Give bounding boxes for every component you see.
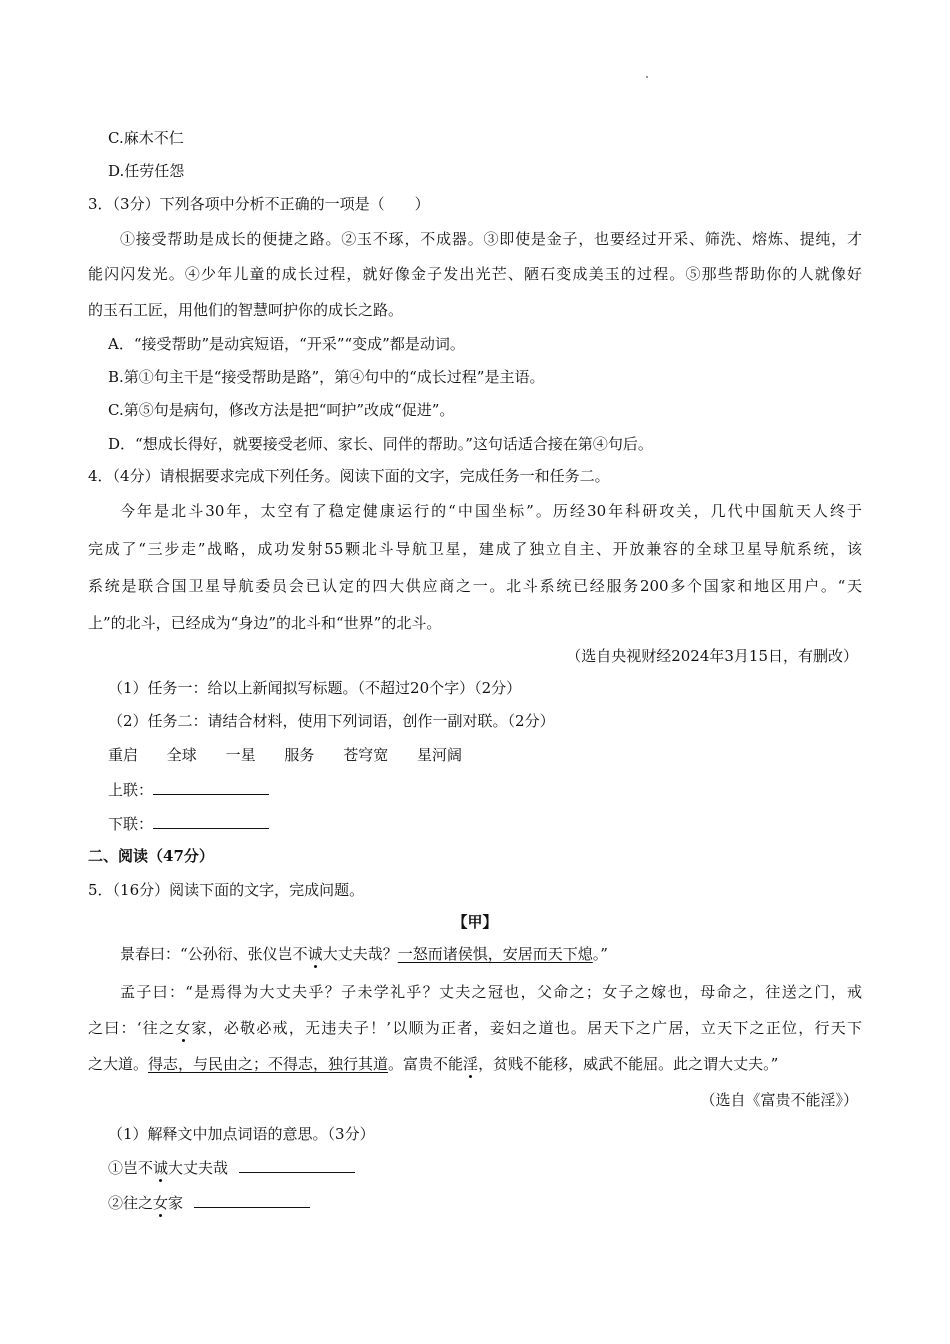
lower-couplet-blank[interactable]	[153, 813, 269, 829]
dotted-word: 诚	[307, 945, 323, 963]
q3-passage-line-1: ①接受帮助是成长的便捷之路。②玉不琢，不成器。③即使是金子，也要经过开采、筛洗、熔炼、提纯，才	[120, 230, 862, 248]
dotted-word: 诚	[153, 1159, 169, 1177]
q5-passage-line-3	[88, 1018, 862, 1038]
text-segment: 家	[168, 1194, 184, 1212]
text-segment: 之曰：‘往之	[88, 1019, 176, 1037]
word-item: 星河阔	[416, 746, 462, 764]
q3-option-b: B.第①句主干是“接受帮助是路”，第④句中的“成长过程”是主语。	[108, 368, 545, 386]
dotted-word: 女	[175, 1019, 192, 1037]
q3-passage-line-3: 的玉石工匠，用他们的智慧呵护你的成长之路。	[88, 301, 404, 319]
word-item: 一星	[225, 746, 256, 764]
section-heading-reading: 二、阅读（47分）	[88, 847, 214, 865]
q4-passage-line-3: 系统是联合国卫星导航委员会已认定的四大供应商之一。北斗系统已经服务200多个国家和地区用户。“天	[88, 577, 862, 595]
q5-passage-line-1	[120, 944, 608, 964]
q5-item-1	[108, 1157, 355, 1178]
q4-task-1: （1）任务一：给以上新闻拟写标题。（不超过20个字）（2分）	[108, 679, 522, 697]
q2-option-d: D.任劳任怨	[108, 162, 185, 180]
q4-stem: 4．（4分）请根据要求完成下列任务。阅读下面的文字，完成任务一和任务二。	[88, 467, 610, 485]
lower-couplet-label: 下联：	[108, 815, 154, 833]
q3-option-c: C.第⑤句是病句，修改方法是把“呵护”改成“促进”。	[108, 401, 455, 419]
q4-word-list	[108, 745, 486, 765]
lower-couplet-row	[108, 813, 269, 834]
q4-source: （选自央视财经2024年3月15日，有删改）	[566, 647, 858, 665]
q5-item-2	[108, 1192, 310, 1213]
q3-option-a: A．“接受帮助”是动宾短语，“开采”“变成”都是动词。	[108, 335, 465, 353]
word-item: 全球	[166, 746, 197, 764]
text-segment: 。”	[592, 945, 608, 963]
q4-passage-line-2: 完成了“三步走”战略，成功发射55颗北斗导航卫星，建成了独立自主、开放兼容的全球卫星导航系统，该	[88, 540, 862, 558]
q4-passage-line-4: 上”的北斗，已经成为“身边”的北斗和“世界”的北斗。	[88, 614, 442, 632]
text-segment: 家，必敬必戒，无违夫子！’以顺为正者，妾妇之道也。居天下之广居，立天下之正位，行天下	[191, 1019, 862, 1037]
q5-passage-line-2: 孟子曰：“是焉得为大丈夫乎？子未学礼乎？丈夫之冠也，父命之；女子之嫁也，母命之，往送之门，戒	[120, 983, 862, 1001]
page-mark	[646, 76, 648, 78]
q5-passage-line-4	[88, 1054, 778, 1074]
answer-blank[interactable]	[194, 1192, 310, 1208]
text-segment: 。富贵不能	[388, 1055, 464, 1073]
text-segment: ，贫贱不能移，威武不能屈。此之谓大丈夫。”	[478, 1055, 779, 1073]
q5-stem: 5．（16分）阅读下面的文字，完成问题。	[88, 881, 365, 899]
text-segment: 之大道。	[88, 1055, 149, 1073]
text-segment: ②往之	[108, 1194, 154, 1212]
upper-couplet-row	[108, 779, 269, 800]
upper-couplet-label: 上联：	[108, 781, 154, 799]
q2-option-c: C.麻木不仁	[108, 129, 184, 147]
q3-passage-line-2: 能闪闪发光。④少年儿童的成长过程，就好像金子发出光芒、陋石变成美玉的过程。⑤那些帮助你的人就像好	[88, 265, 862, 283]
dotted-word: 淫	[463, 1055, 479, 1073]
text-segment: 大丈夫哉？	[322, 945, 398, 963]
upper-couplet-blank[interactable]	[153, 779, 269, 795]
underlined-sentence: 一怒而诸侯惧，安居而天下熄	[397, 945, 593, 963]
q3-option-d: D．“想成长得好，就要接受老师、家长、同伴的帮助。”这句话适合接在第④句后。	[108, 435, 653, 453]
text-segment: 景春曰：“公孙衍、张仪岂不	[120, 945, 308, 963]
q4-passage-line-1: 今年是北斗30年，太空有了稳定健康运行的“中国坐标”。历经30年科研攻关，几代中国航天人终于	[120, 502, 862, 520]
text-segment: 大丈夫哉	[168, 1159, 229, 1177]
answer-blank[interactable]	[239, 1157, 355, 1173]
word-item: 服务	[284, 746, 315, 764]
q5-sub-question-1: （1）解释文中加点词语的意思。（3分）	[108, 1125, 375, 1143]
word-item: 重启	[108, 746, 139, 764]
word-item: 苍穹宽	[343, 746, 389, 764]
dotted-word: 女	[153, 1194, 169, 1212]
underlined-sentence: 得志，与民由之；不得志，独行其道	[148, 1055, 389, 1073]
q4-task-2: （2）任务二：请结合材料，使用下列词语，创作一副对联。（2分）	[108, 712, 555, 730]
passage-jia-title: 【甲】	[452, 913, 498, 931]
q3-stem: 3．（3分）下列各项中分析不正确的一项是（ ）	[88, 195, 430, 213]
q5-source: （选自《富贵不能淫》）	[700, 1091, 858, 1109]
text-segment: ①岂不	[108, 1159, 154, 1177]
